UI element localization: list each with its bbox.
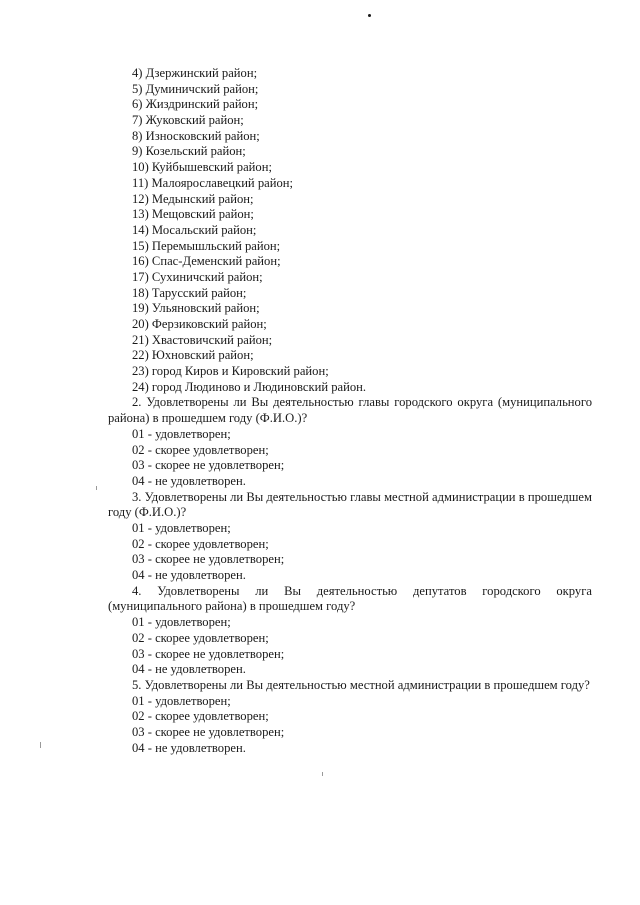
question-number: 5. [132,677,142,692]
question-list [108,395,592,756]
district-item: 13) Мещовский район; [132,207,254,222]
question-body: Удовлетворены ли Вы деятельностью депутатов городского округа (муниципального района) в прошедшем году? [108,583,592,614]
question-block [108,584,592,678]
district-item: 22) Юхновский район; [132,348,254,363]
district-item: 20) Ферзиковский район; [132,317,267,331]
question-body: Удовлетворены ли Вы деятельностью местной администрации в прошедшем году? [144,677,590,692]
question-text [108,584,592,615]
question-text [108,395,592,426]
answer-option: 02 - скорее удовлетворен; [132,442,269,457]
question-body: Удовлетворены ли Вы деятельностью главы местной администрации в прошедшем году (Ф.И.О.)? [108,489,592,520]
answer-option: 04 - не удовлетворен. [132,662,246,677]
answer-option: 02 - скорее удовлетворен; [132,630,269,645]
district-item: 23) город Киров и Кировский район; [132,364,329,379]
scan-speck [322,772,323,776]
question-block [108,678,592,756]
district-item: 11) Малоярославецкий район; [132,175,293,190]
question-block [108,395,592,489]
district-item: 5) Думиничский район; [132,81,259,96]
district-item: 7) Жуковский район; [132,113,244,128]
district-item: 15) Перемышльский район; [132,238,281,253]
question-text [108,490,592,521]
district-item: 8) Износковский район; [132,128,260,143]
page-mark [368,14,371,17]
answer-option: 04 - не удовлетворен. [132,473,246,488]
district-item: 18) Тарусский район; [132,285,247,300]
district-item: 6) Жиздринский район; [132,97,259,112]
district-item: 16) Спас-Деменский район; [132,254,281,269]
answer-option: 04 - не удовлетворен. [132,568,246,583]
scan-speck [96,486,97,490]
district-item: 14) Мосальский район; [132,222,257,237]
answer-option: 01 - удовлетворен; [132,521,231,535]
question-text [108,678,592,694]
answer-option: 02 - скорее удовлетворен; [132,709,269,724]
district-item: 24) город Людиново и Людиновский район. [132,379,367,394]
question-number: 2. [132,395,142,410]
district-item: 9) Козельский район; [132,144,246,159]
question-number: 3. [132,489,142,504]
answer-option: 03 - скорее не удовлетворен; [132,646,285,661]
answer-option: 01 - удовлетворен; [132,615,231,630]
answer-option: 03 - скорее не удовлетворен; [132,552,285,567]
answer-option: 03 - скорее не удовлетворен; [132,458,285,473]
question-body: Удовлетворены ли Вы деятельностью главы городского округа (муниципального района) в прошедшем году (Ф.И.О.)? [108,395,592,426]
answer-option: 01 - удовлетворен; [132,426,231,441]
scan-speck [40,742,41,748]
district-item: 21) Хвастовичский район; [132,332,273,347]
district-item: 10) Куйбышевский район; [132,160,272,175]
answer-option: 02 - скорее удовлетворен; [132,536,269,551]
district-list [108,66,592,395]
question-number: 4. [132,583,142,598]
answer-option: 01 - удовлетворен; [132,693,231,708]
question-block [108,490,592,584]
answer-option: 03 - скорее не удовлетворен; [132,724,285,739]
district-item: 17) Сухиничский район; [132,269,263,284]
district-item: 12) Медынский район; [132,191,254,206]
district-item: 19) Ульяновский район; [132,301,260,316]
answer-option: 04 - не удовлетворен. [132,740,246,755]
document-body [108,66,592,756]
district-item: 4) Дзержинский район; [132,66,258,80]
